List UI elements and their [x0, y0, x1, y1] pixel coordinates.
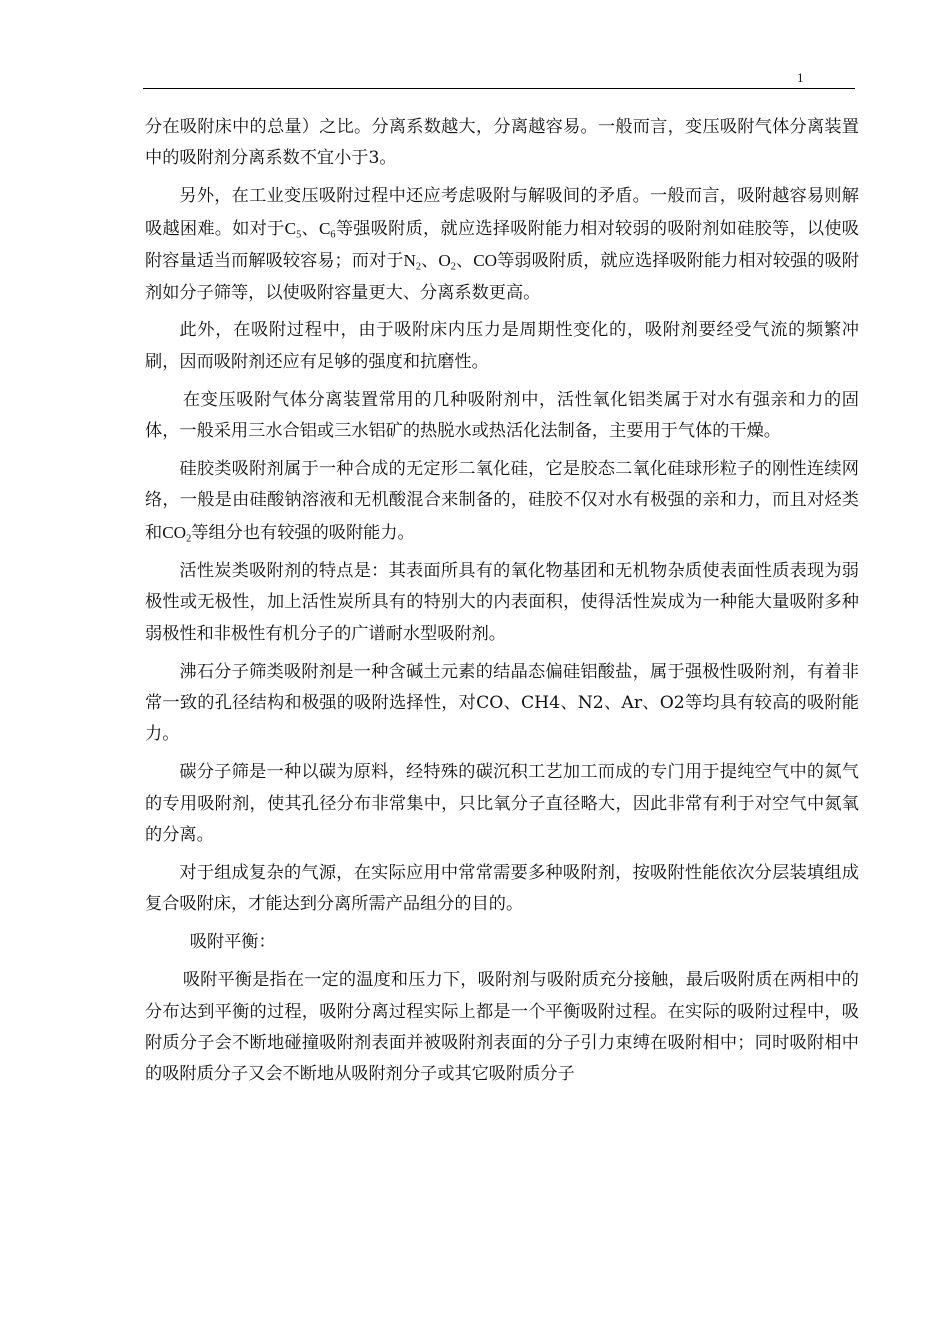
paragraph-silica-gel: [145, 454, 859, 549]
formula-o2: $O_2$: [438, 251, 456, 273]
formula-c6: $C_6$: [318, 218, 336, 241]
paragraph-carbon-molecular-sieve: 碳分子筛是一种以碳为原料，经特殊的碳沉积工艺加工而成的专门用于提纯空气中的氮气的专用吸附剂，使其孔径分布非常集中，只比氧分子直径略大，因此非常有利于对空气中氮氧的分离。: [145, 762, 859, 846]
paragraph-adsorption-equilibrium: 吸附平衡是指在一定的温度和压力下，吸附剂与吸附质充分接触，最后吸附质在两相中的分布达到平衡的过程，吸附分离过程实际上都是一个平衡吸附过程。在实际的吸附过程中，吸附质分子会不断地碰撞吸附剂表面并被吸附剂表面的分子引力束缚在吸附相中；同时吸附相中的吸附质分子又会不断地从吸附剂分子或其它吸附质分子: [145, 970, 859, 1085]
formula-c5: $C_5$: [284, 218, 302, 241]
paragraph-zeolite: 沸石分子筛类吸附剂是一种含碱土元素的结晶态偏硅铝酸盐，属于强极性吸附剂，有着非常一致的孔径结构和极强的吸附选择性，对CO、CH4、N2、Ar、O2等均具有较高的吸附能力。: [145, 661, 859, 745]
paragraph-text: 另外，在工业变压吸附过程中还应考虑吸附与解吸间的矛盾。一般而言，吸附越容易则解吸越困难。如对于: [145, 186, 859, 239]
formula-co: CO: [473, 251, 498, 271]
formula-co2: $CO_2$: [162, 522, 192, 545]
paragraph-text: 硅胶类吸附剂属于一种合成的无定形二氧化硅，它是胶态二氧化硅球形粒子的刚性连续网络，一般是由硅酸钠溶液和无机酸混合来制备的，硅胶不仅对水有极强的亲和力，而且对烃类和: [145, 459, 859, 543]
header-rule: [143, 88, 855, 89]
formula-n2: $N_2$: [403, 251, 422, 273]
paragraph-adsorption-desorption: 另外，在工业变压吸附过程中还应考虑吸附与解吸间的矛盾。一般而言，吸附越容易则解吸越困难。如对于$C_5$、$C_6$等强吸附质，就应选择吸附能力相对较弱的吸附剂如硅胶等，以使吸附容量适当而解吸较容易；而对于$N_2$、$O_2$、CO等弱吸附质，就应选择吸附能力相对较强的吸附剂如分子筛等，以使吸附容量更大、分离系数更高。: [145, 186, 859, 303]
paragraph-text: 等强吸附质，就应选择吸附能力相对较弱的吸附剂如硅胶等，以使吸附容量适当而解吸较容易；而对于: [145, 218, 859, 272]
paragraph-strength: 此外，在吸附过程中，由于吸附床内压力是周期性变化的，吸附剂要经受气流的频繁冲刷，因而吸附剂还应有足够的强度和抗磨性。: [145, 320, 859, 372]
document-body: [145, 112, 859, 1097]
paragraph-alumina: 在变压吸附气体分离装置常用的几种吸附剂中，活性氧化铝类属于对水有强亲和力的固体，一般采用三水合铝或三水铝矿的热脱水或热活化法制备，主要用于气体的干燥。: [145, 389, 859, 442]
paragraph-continued: 分在吸附床中的总量）之比。分离系数越大，分离越容易。一般而言，变压吸附气体分离装置中的吸附剂分离系数不宜小于3。: [145, 117, 859, 169]
paragraph-text: 等组分也有较强的吸附能力。: [191, 522, 415, 543]
section-heading: 吸附平衡：: [189, 932, 276, 953]
paragraph-activated-carbon: 活性炭类吸附剂的特点是：其表面所具有的氧化物基团和无机物杂质使表面性质表现为弱极性或无极性，加上活性炭所具有的特别大的内表面积，使得活性炭成为一种能大量吸附多种弱极性和非极性有机分子的广谱耐水型吸附剂。: [145, 560, 859, 644]
paragraph-text: 等弱吸附质，就应选择吸附能力相对较强的吸附剂如分子筛等，以使吸附容量更大、分离系数更高。: [145, 251, 859, 303]
page-number: 1: [797, 70, 804, 85]
paragraph-composite-bed: 对于组成复杂的气源，在实际应用中常常需要多种吸附剂，按吸附性能依次分层装填组成复合吸附床，才能达到分离所需产品组分的目的。: [145, 862, 859, 915]
